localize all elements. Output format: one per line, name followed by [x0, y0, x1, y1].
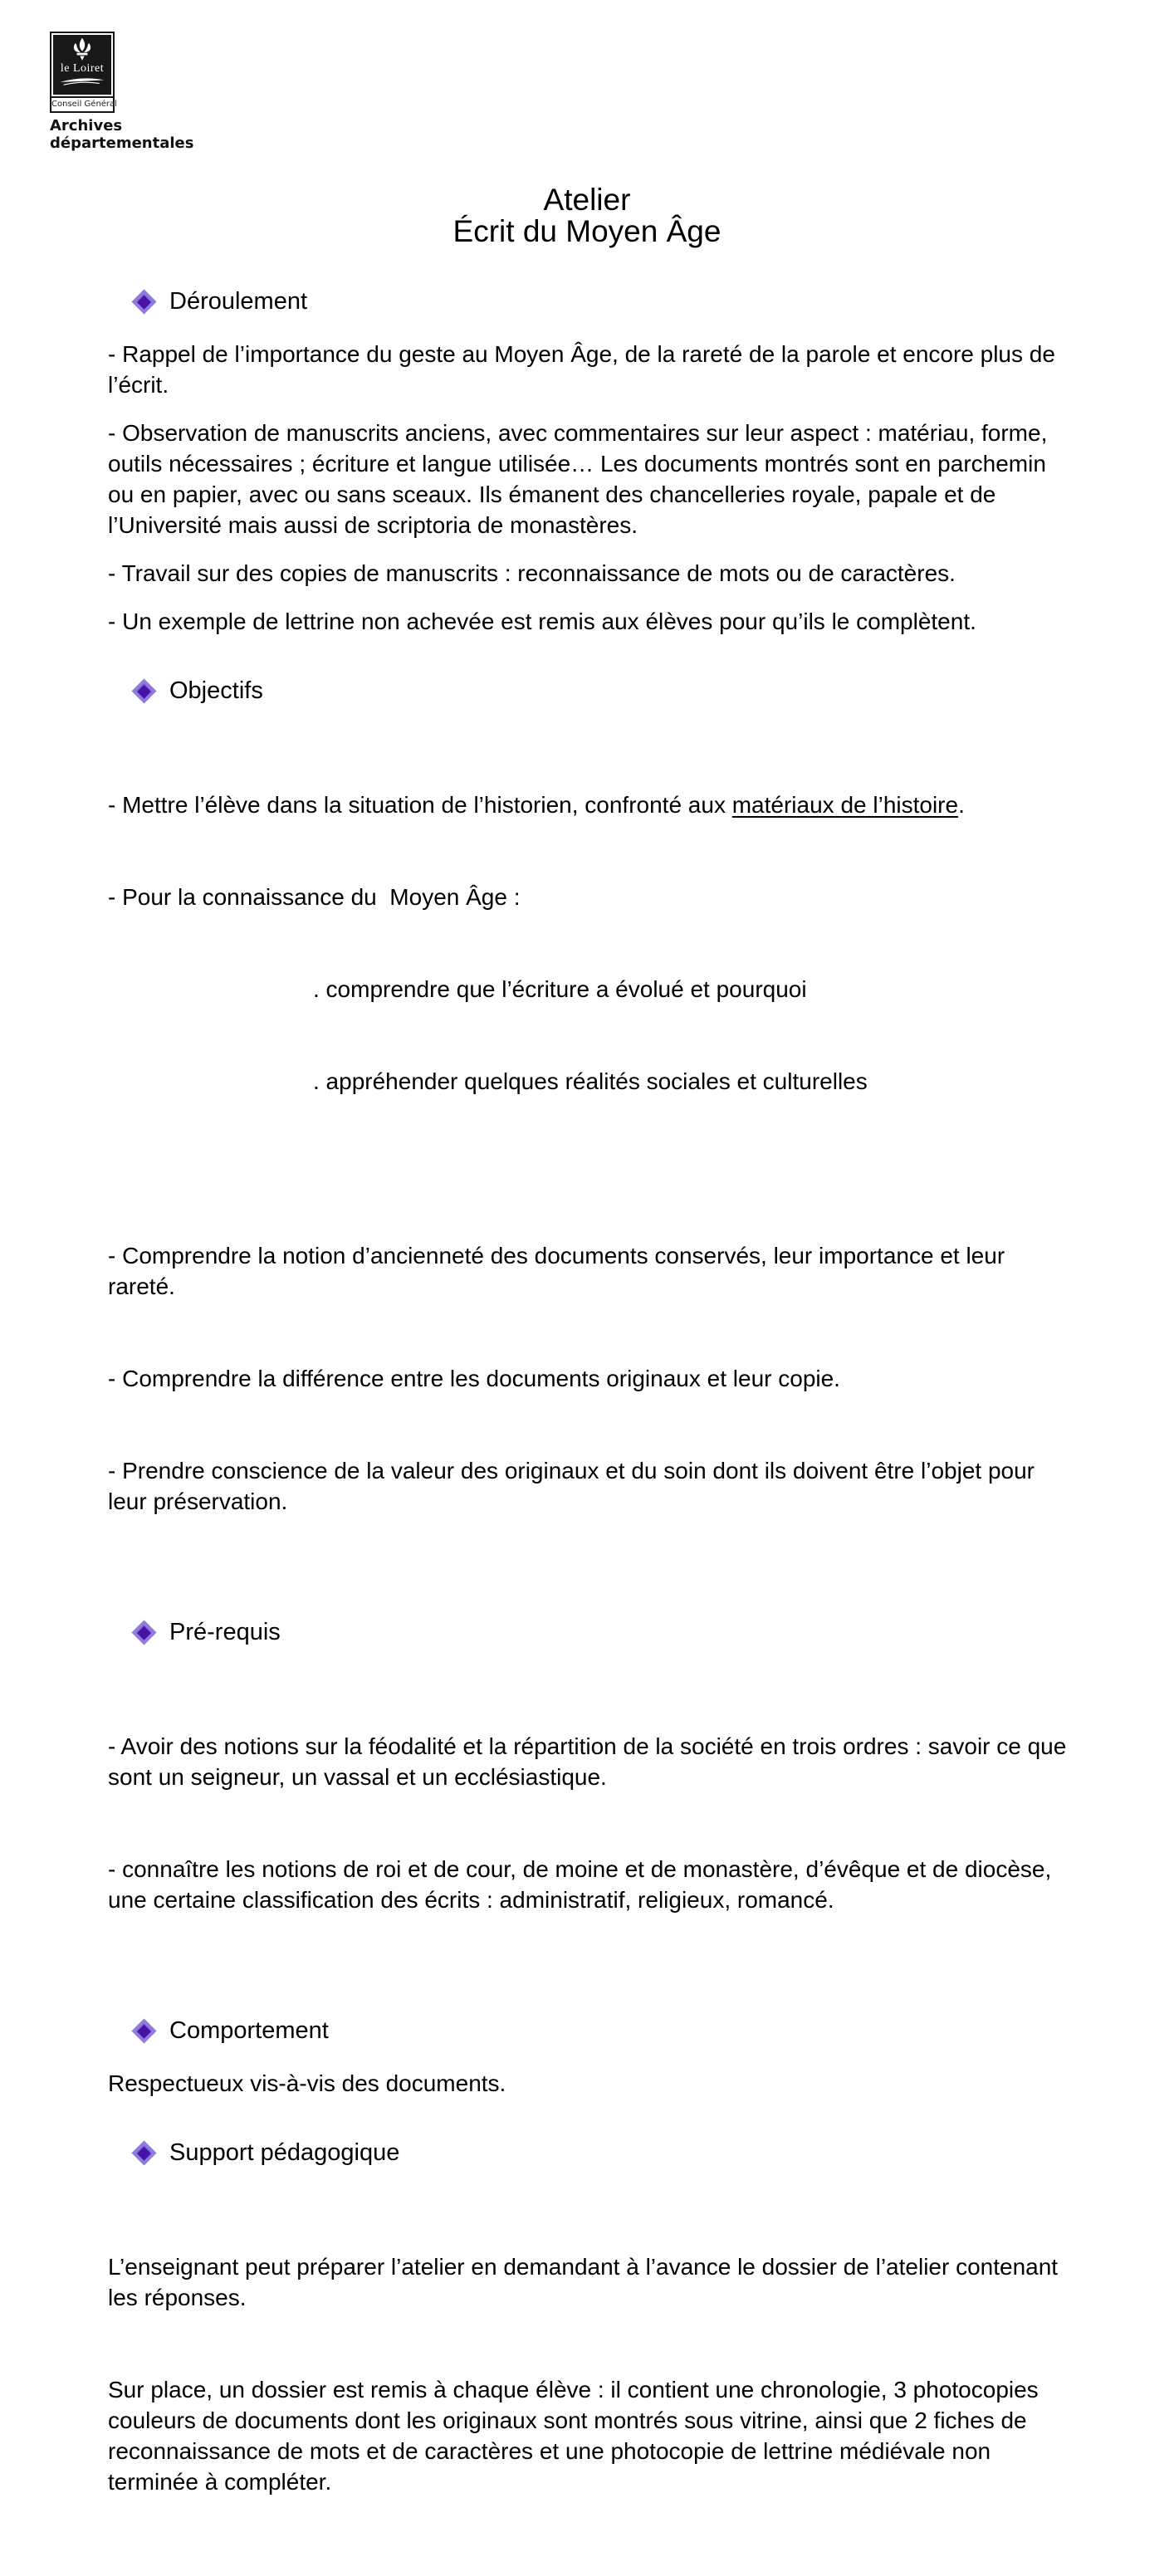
- document-body: [108, 249, 1074, 2576]
- paragraph-line: L’enseignant peut préparer l’atelier en demandant à l’avance le dossier de l’atelier contenant les réponses.: [108, 2254, 1064, 2310]
- paragraph-line-indented: . comprendre que l’écriture a évolué et pourquoi: [313, 976, 807, 1002]
- organization-name: [50, 117, 232, 152]
- organization-name-line2: départementales: [50, 134, 194, 152]
- diamond-bullet-icon: [132, 290, 157, 315]
- diamond-bullet-icon: [132, 1620, 157, 1645]
- paragraph: Respectueux vis-à-vis des documents.: [108, 2070, 506, 2096]
- text-run: .: [958, 792, 965, 818]
- paragraph: - Un exemple de lettrine non achevée est remis aux élèves pour qu’ils le complètent.: [108, 609, 976, 634]
- paragraph-group: [108, 1179, 1069, 1578]
- paragraph-line: [108, 789, 1069, 820]
- section-title: Support pédagogique: [169, 2139, 400, 2166]
- paragraph-line: - Comprendre la différence entre les documents originaux et leur copie.: [108, 1366, 840, 1391]
- section-heading-deroulement: [135, 287, 1069, 316]
- page-title-line2: Écrit du Moyen Âge: [452, 214, 722, 248]
- section-title: Pré-requis: [169, 1619, 281, 1645]
- underlined-text: matériaux de l’histoire: [731, 792, 959, 818]
- logo-black-square: [53, 35, 111, 95]
- paragraph-line: - Prendre conscience de la valeur des originaux et du soin dont ils doivent être l’objet pour leur préservation.: [108, 1458, 1041, 1514]
- paragraph-line: - Pour la connaissance du Moyen Âge :: [108, 884, 521, 910]
- paragraph-line: - connaître les notions de roi et de cour, de moine et de monastère, d’évêque et de diocèse, une certaine classification des écrits : administratif, religieux, romancé.: [108, 1856, 1059, 1913]
- section-title: Déroulement: [169, 288, 308, 315]
- logo-swoosh-icon: [58, 76, 106, 86]
- paragraph-line: - Avoir des notions sur la féodalité et la répartition de la société en trois ordres : savoir ce que sont un seigneur, un vassal et un ecclésiastique.: [108, 1733, 1074, 1790]
- section-heading-objectifs: [135, 677, 1069, 706]
- paragraph-line: Sur place, un dossier est remis à chaque élève : il contient une chronologie, 3 photocopies couleurs de documents dont les originaux sont montrés sous vitrine, ainsi que 2 fiches de reconnaissance de mots et de caractères et une photocopie de lettrine médiévale non terminée à compléter.: [108, 2377, 1045, 2495]
- section-title: Comportement: [169, 2017, 329, 2044]
- logo-brand-text: le Loiret: [60, 62, 105, 75]
- paragraph-group: [108, 1669, 1074, 1977]
- page-title: [0, 184, 1174, 247]
- page-title-line1: Atelier: [543, 183, 631, 217]
- paragraph-group: [108, 728, 1069, 1158]
- le-loiret-logo: [50, 32, 115, 113]
- paragraph: - Travail sur des copies de manuscrits : reconnaissance de mots ou de caractères.: [108, 560, 956, 586]
- paragraph-line: - Comprendre la notion d’ancienneté des documents conservés, leur importance et leur rareté.: [108, 1243, 1011, 1299]
- fleur-de-lis-icon: [69, 37, 95, 63]
- section-heading-support-pedagogique: [135, 2139, 1069, 2168]
- text-run: - Mettre l’élève dans la situation de l’historien, confronté aux: [108, 792, 732, 818]
- logo-subtitle: Conseil Général: [51, 96, 113, 111]
- section-heading-pre-requis: [135, 1618, 1069, 1647]
- logo-area: [50, 32, 232, 152]
- paragraph: - Observation de manuscrits anciens, avec commentaires sur leur aspect : matériau, forme, outils nécessaires ; écriture et langue utilisée… Les documents montrés sont en parchemin ou en papier, avec ou sans sceaux. Ils émanent des chancelleries royale, papale et de l’Université mais aussi de scriptoria de monastères.: [108, 420, 1054, 538]
- diamond-bullet-icon: [132, 2019, 157, 2044]
- section-title: Objectifs: [169, 677, 263, 704]
- organization-name-line1: Archives: [50, 117, 123, 134]
- paragraph-line-indented: . appréhender quelques réalités sociales et culturelles: [313, 1068, 868, 1094]
- diamond-bullet-icon: [132, 2141, 157, 2166]
- paragraph: - Rappel de l’importance du geste au Moyen Âge, de la rareté de la parole et encore plus de l’écrit.: [108, 341, 1062, 398]
- diamond-bullet-icon: [132, 679, 157, 704]
- paragraph-group: [108, 2190, 1069, 2559]
- section-heading-comportement: [135, 2016, 1069, 2046]
